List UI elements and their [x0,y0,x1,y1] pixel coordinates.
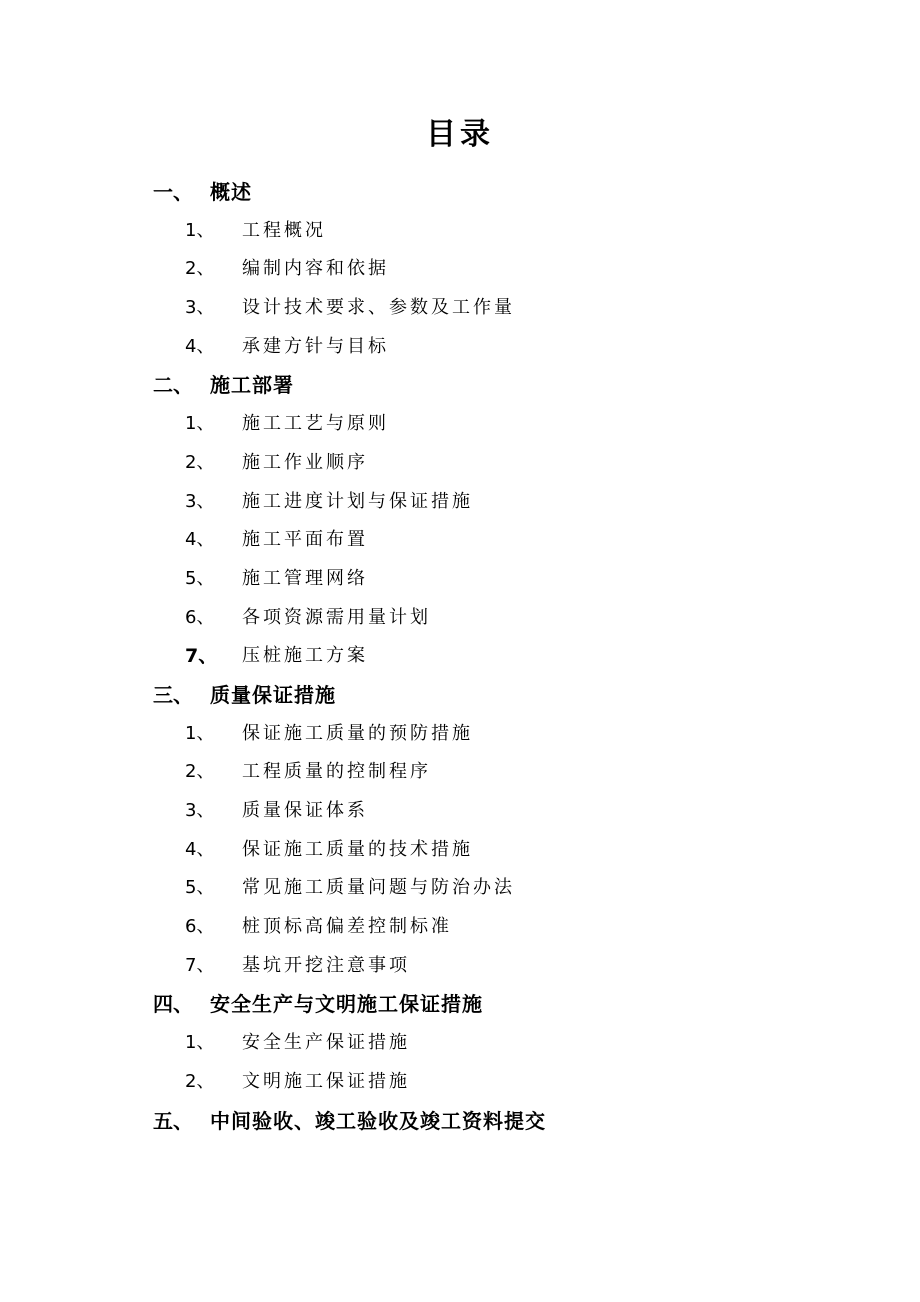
toc-item [0,908,920,947]
item-number: 1、 [185,1032,215,1054]
item-text: 保证施工质量的预防措施 [242,722,473,744]
item-text: 桩顶标高偏差控制标准 [242,916,452,938]
section-number: 二、 [153,373,193,398]
item-number: 7、 [185,954,215,976]
item-text: 安全生产保证措施 [242,1032,410,1054]
item-text: 设计技术要求、参数及工作量 [242,297,515,319]
toc-item [0,1024,920,1063]
toc-item [0,599,920,638]
toc-item [0,560,920,599]
toc-item [0,869,920,908]
item-number: 7、 [185,645,218,668]
toc-item [0,483,920,522]
item-number: 3、 [185,490,215,512]
item-text: 各项资源需用量计划 [242,606,431,628]
item-number: 3、 [185,800,215,821]
item-number: 4、 [185,529,215,551]
toc-section-heading [0,173,920,212]
toc-item [0,521,920,560]
item-text: 压桩施工方案 [242,645,368,667]
section-number: 五、 [153,1108,193,1133]
section-number: 三、 [153,682,193,707]
toc-item [0,792,920,831]
page-title: 目录 [426,117,494,152]
toc-item [0,637,920,676]
item-number: 2、 [185,258,215,280]
toc-item [0,405,920,444]
toc-item [0,1063,920,1102]
item-number: 5、 [185,877,215,899]
toc-section-heading [0,676,920,715]
item-text: 施工进度计划与保证措施 [242,490,473,512]
item-text: 承建方针与目标 [242,335,389,357]
item-text: 施工平面布置 [242,529,368,551]
item-number: 4、 [185,335,215,357]
toc-item [0,289,920,328]
toc-item [0,831,920,870]
section-title: 概述 [210,180,252,204]
item-text: 编制内容和依据 [242,258,389,280]
item-number: 1、 [185,722,215,744]
toc-item [0,715,920,754]
item-text: 工程概况 [242,219,326,241]
item-number: 2、 [185,451,215,473]
item-text: 工程质量的控制程序 [242,761,431,783]
toc-item [0,250,920,289]
item-number: 3、 [185,297,215,319]
section-number: 一、 [153,180,193,204]
item-number: 5、 [185,567,215,589]
toc-item [0,444,920,483]
item-number: 1、 [185,413,215,435]
item-number: 2、 [185,761,215,783]
section-title: 中间验收、竣工验收及竣工资料提交 [210,1108,546,1133]
item-text: 基坑开挖注意事项 [242,954,410,976]
item-text: 施工工艺与原则 [242,413,389,435]
item-text: 保证施工质量的技术措施 [242,838,473,860]
toc-item [0,947,920,986]
section-title: 安全生产与文明施工保证措施 [210,992,483,1017]
toc-item [0,212,920,251]
toc-section-heading [0,366,920,405]
section-title: 施工部署 [210,373,294,398]
toc-section-heading [0,985,920,1024]
item-text: 施工管理网络 [242,567,368,589]
toc-section-heading [0,1102,920,1141]
toc-item [0,328,920,367]
item-number: 6、 [185,916,215,938]
section-number: 四、 [153,992,193,1017]
item-number: 1、 [185,219,215,241]
item-text: 施工作业顺序 [242,451,368,473]
item-text: 质量保证体系 [242,800,368,821]
table-of-contents [0,173,920,1140]
item-text: 常见施工质量问题与防治办法 [242,877,515,899]
item-number: 4、 [185,838,215,860]
item-number: 6、 [185,606,215,628]
item-text: 文明施工保证措施 [242,1070,410,1092]
section-title: 质量保证措施 [210,682,336,707]
toc-item [0,753,920,792]
item-number: 2、 [185,1070,215,1092]
